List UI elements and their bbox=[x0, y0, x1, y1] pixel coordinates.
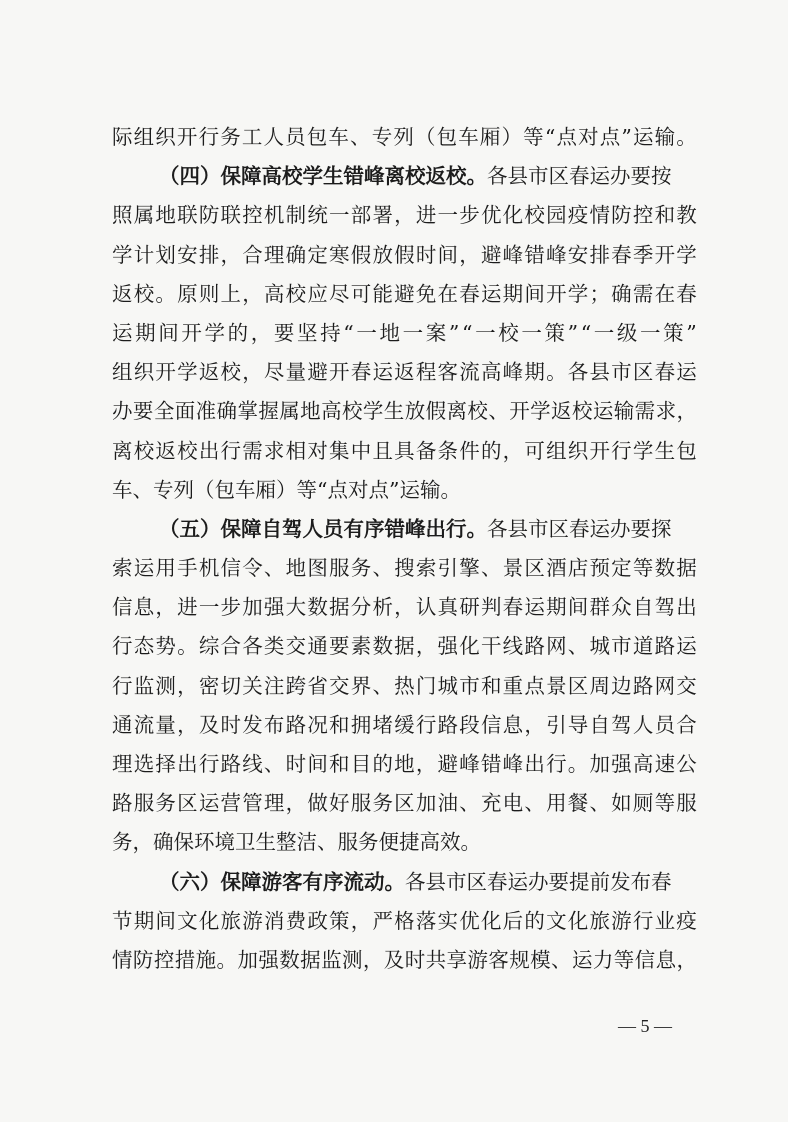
text-line: 索 运 用 手 机 信 令 、 地 图 服 务 、 搜 索 引 擎 、 景 区 酒 店 预 定 等 数 据 bbox=[112, 556, 697, 581]
text-line: 情 防 控 措 施 。 加 强 数 据 监 测 ， 及 时 共 享 游 客 规 模 、 运 力 等 信 息 ， bbox=[112, 947, 697, 972]
text-line bbox=[112, 863, 697, 902]
text-line: 信 息 ， 进 一 步 加 强 大 数 据 分 析 ， 认 真 研 判 春 运 期 间 群 众 自 驾 出 bbox=[112, 595, 697, 620]
page-number: — 5 — bbox=[618, 1016, 672, 1036]
text-run: 各县市区春运办要按 bbox=[487, 164, 672, 189]
text-run: 各县市区春运办要探 bbox=[487, 516, 672, 541]
text-line: 务，确保环境卫生整洁、服务便捷高效。 bbox=[112, 830, 481, 855]
text-line: 运 期 间 开 学 的 ， 要 坚 持 “ 一 地 一 案 ” “ 一 校 一 策 ” “ 一 级 一 策 ” bbox=[112, 320, 697, 345]
text-line: 照 属 地 联 防 联 控 机 制 统 一 部 署 ， 进 一 步 优 化 校 园 疫 情 防 控 和 教 bbox=[112, 203, 697, 228]
text-line: 组 织 开 学 返 校 ， 尽 量 避 开 春 运 返 程 客 流 高 峰 期 。 各 县 市 区 春 运 bbox=[112, 360, 697, 385]
text-line: 行 态 势 。 综 合 各 类 交 通 要 素 数 据 ， 强 化 干 线 路 网 、 城 市 道 路 运 bbox=[112, 634, 697, 659]
text-line: 理 选 择 出 行 路 线 、 时 间 和 目 的 地 ， 避 峰 错 峰 出 行 。 加 强 高 速 公 bbox=[112, 752, 697, 776]
section-heading: （五）保障自驾人员有序错峰出行。 bbox=[159, 516, 487, 541]
text-line: 行 监 测 ， 密 切 关 注 跨 省 交 界 、 热 门 城 市 和 重 点 景 区 周 边 路 网 交 bbox=[112, 673, 697, 698]
text-line: 学 计 划 安 排 ， 合 理 确 定 寒 假 放 假 时 间 ， 避 峰 错 峰 安 排 春 季 开 学 bbox=[112, 242, 697, 267]
section-heading: （六）保障游客有序流动。 bbox=[159, 869, 405, 894]
text-line: 车、专列（包车厢）等“点对点”运输。 bbox=[112, 477, 461, 502]
text-line: 路 服 务 区 运 营 管 理 ， 做 好 服 务 区 加 油 、 充 电 、 用 餐 、 如 厕 等 服 bbox=[112, 791, 697, 816]
section-heading: （四）保障高校学生错峰离校返校。 bbox=[159, 164, 487, 189]
text-line: 返 校 。 原 则 上 ， 高 校 应 尽 可 能 避 免 在 春 运 期 间 开 学 ； 确 需 在 春 bbox=[112, 281, 697, 306]
text-line: 通 流 量 ， 及 时 发 布 路 况 和 拥 堵 缓 行 路 段 信 息 ， 引 导 自 驾 人 员 合 bbox=[112, 712, 697, 737]
text-line bbox=[112, 157, 697, 196]
text-line bbox=[112, 510, 697, 549]
text-line: 办 要 全 面 准 确 掌 握 属 地 高 校 学 生 放 假 离 校 、 开 学 返 校 运 输 需 求 ， bbox=[112, 399, 697, 424]
body-text bbox=[112, 118, 697, 980]
text-line: 际 组 织 开 行 务 工 人 员 包 车 、 专 列 （ 包 车 厢 ） 等 “ 点 对 点 ” 运 输 。 bbox=[112, 125, 697, 149]
text-line: 离 校 返 校 出 行 需 求 相 对 集 中 且 具 备 条 件 的 ， 可 组 织 开 行 学 生 包 bbox=[112, 438, 697, 463]
text-run: 各县市区春运办要提前发布春 bbox=[405, 869, 672, 894]
text-line: 节 期 间 文 化 旅 游 消 费 政 策 ， 严 格 落 实 优 化 后 的 文 化 旅 游 行 业 疫 bbox=[112, 908, 697, 933]
